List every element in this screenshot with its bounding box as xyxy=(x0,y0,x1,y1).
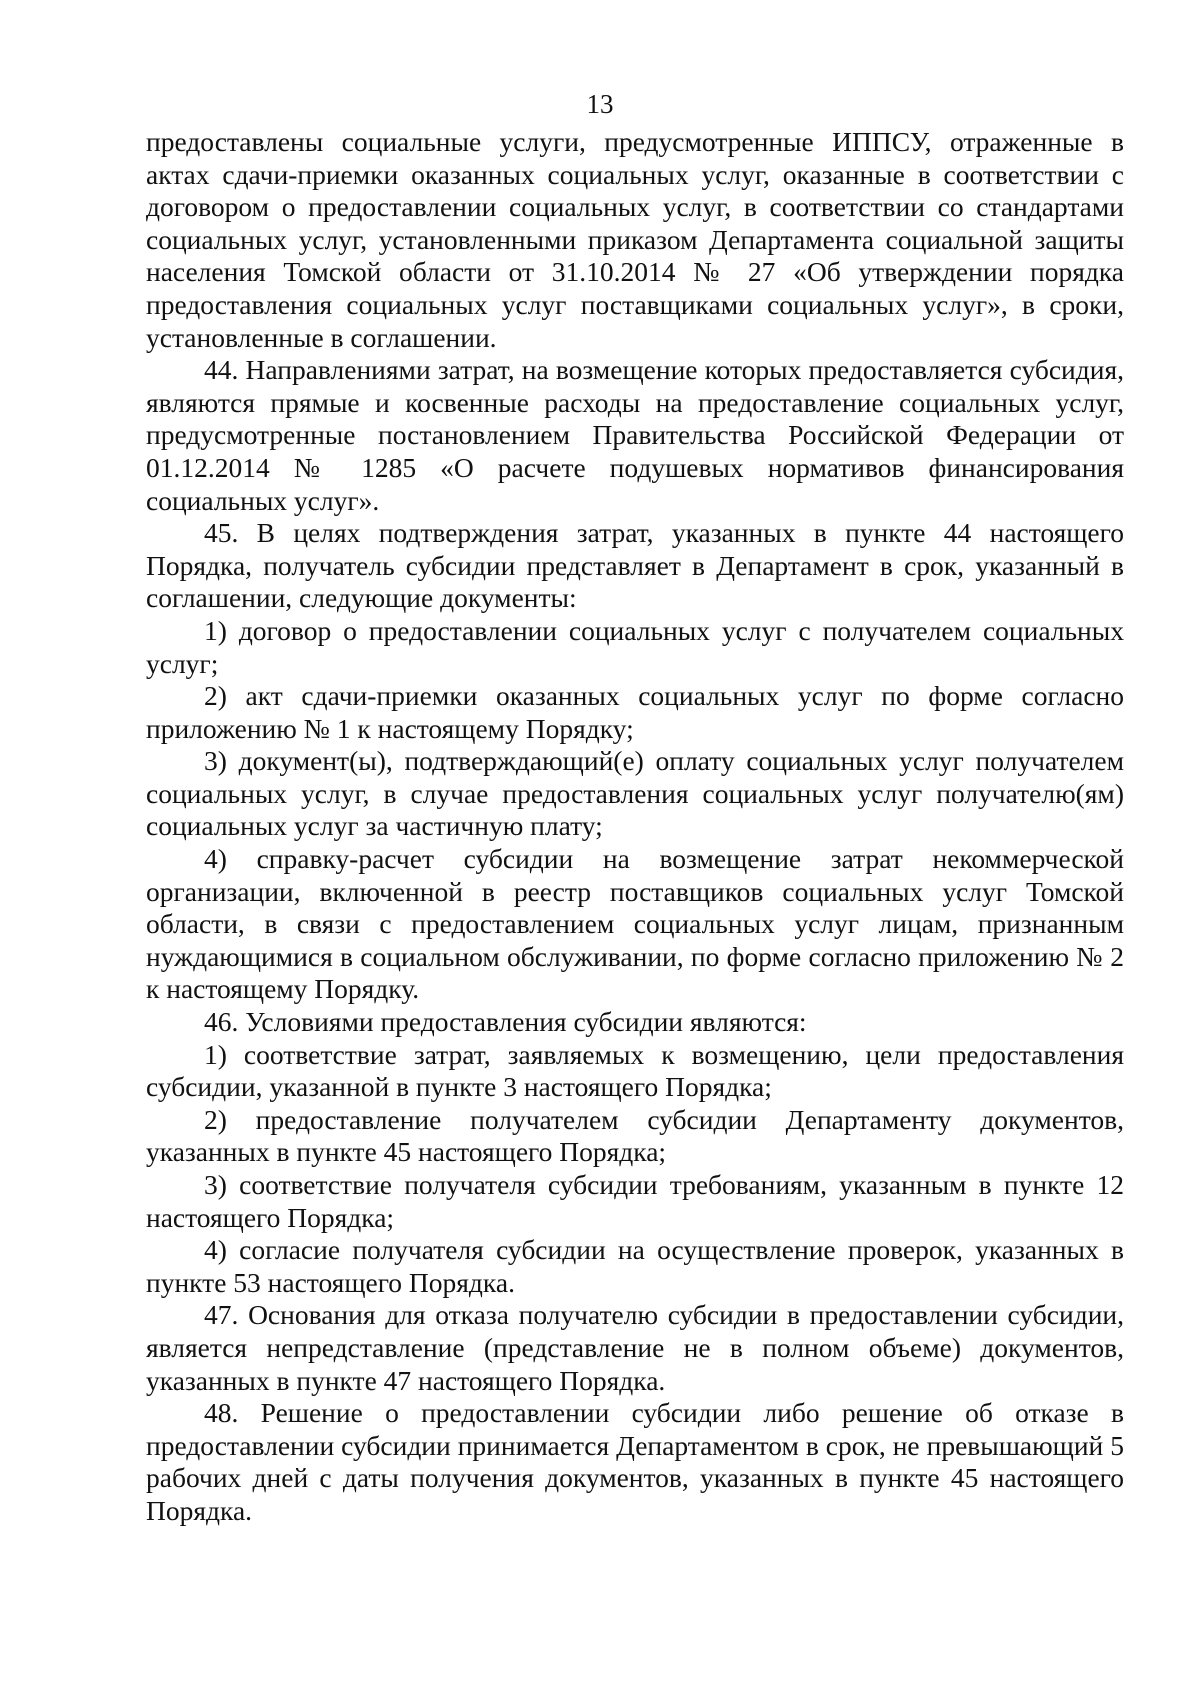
page-number: 13 xyxy=(586,89,614,119)
paragraph-item-46-1: 1) соответствие затрат, заявляемых к возмещению, цели предоставления субсидии, указанной в пункте 3 настоящего Порядка; xyxy=(146,1038,1124,1103)
paragraph-continuation: предоставлены социальные услуги, предусмотренные ИППСУ, отраженные в актах сдачи-приемки оказанных социальных услуг, оказанные в соответствии с договором о предоставлении социальных услуг, в соответствии со стандартами социальных услуг, установленными приказом Департамента социальной защиты населения Томской области от 31.10.2014 № 27 «Об утверждении порядка предоставления социальных услуг поставщиками социальных услуг», в сроки, установленные в соглашении. xyxy=(146,126,1124,353)
paragraph-item-46: 46. Условиями предоставления субсидии являются: xyxy=(204,1006,807,1038)
paragraph-item-46-2: 2) предоставление получателем субсидии Департаменту документов, указанных в пункте 45 настоящего Порядка; xyxy=(146,1103,1124,1168)
paragraph-item-45-2: 2) акт сдачи-приемки оказанных социальных услуг по форме согласно приложению № 1 к настоящему Порядку; xyxy=(146,680,1124,744)
paragraph-item-45-1: 1) договор о предоставлении социальных услуг с получателем социальных услуг; xyxy=(146,614,1124,679)
paragraph-item-47: 47. Основания для отказа получателю субсидии в предоставлении субсидии, является непредставление (представление не в полном объеме) документов, указанных в пункте 47 настоящего Порядка. xyxy=(146,1299,1124,1396)
paragraph-item-45-4: 4) справку-расчет субсидии на возмещение затрат некоммерческой организации, включенной в реестр поставщиков социальных услуг Томской области, в связи с предоставлением социальных услуг лицам, признанным нуждающимися в социальном обслуживании, по форме согласно приложению № 2 к настоящему Порядку. xyxy=(146,843,1124,1005)
paragraph-item-48: 48. Решение о предоставлении субсидии либо решение об отказе в предоставлении субсидии принимается Департаментом в срок, не превышающий 5 рабочих дней с даты получения документов, указанных в пункте 45 настоящего Порядка. xyxy=(146,1397,1124,1526)
paragraph-item-44: 44. Направлениями затрат, на возмещение которых предоставляется субсидия, являются прямые и косвенные расходы на предоставление социальных услуг, предусмотренные постановлением Правительства Российской Федерации от 01.12.2014 № 1285 «О расчете подушевых нормативов финансирования социальных услуг». xyxy=(146,354,1124,516)
document-body xyxy=(146,126,1124,1528)
paragraph-item-46-3: 3) соответствие получателя субсидии требованиям, указанным в пункте 12 настоящего Порядка; xyxy=(146,1169,1124,1233)
paragraph-item-45: 45. В целях подтверждения затрат, указанных в пункте 44 настоящего Порядка, получатель субсидии представляет в Департамент в срок, указанный в соглашении, следующие документы: xyxy=(146,517,1124,614)
paragraph-item-45-3: 3) документ(ы), подтверждающий(е) оплату социальных услуг получателем социальных услуг, в случае предоставления социальных услуг получателю(ям) социальных услуг за частичную плату; xyxy=(146,745,1124,842)
paragraph-item-46-4: 4) согласие получателя субсидии на осуществление проверок, указанных в пункте 53 настоящего Порядка. xyxy=(146,1234,1124,1298)
